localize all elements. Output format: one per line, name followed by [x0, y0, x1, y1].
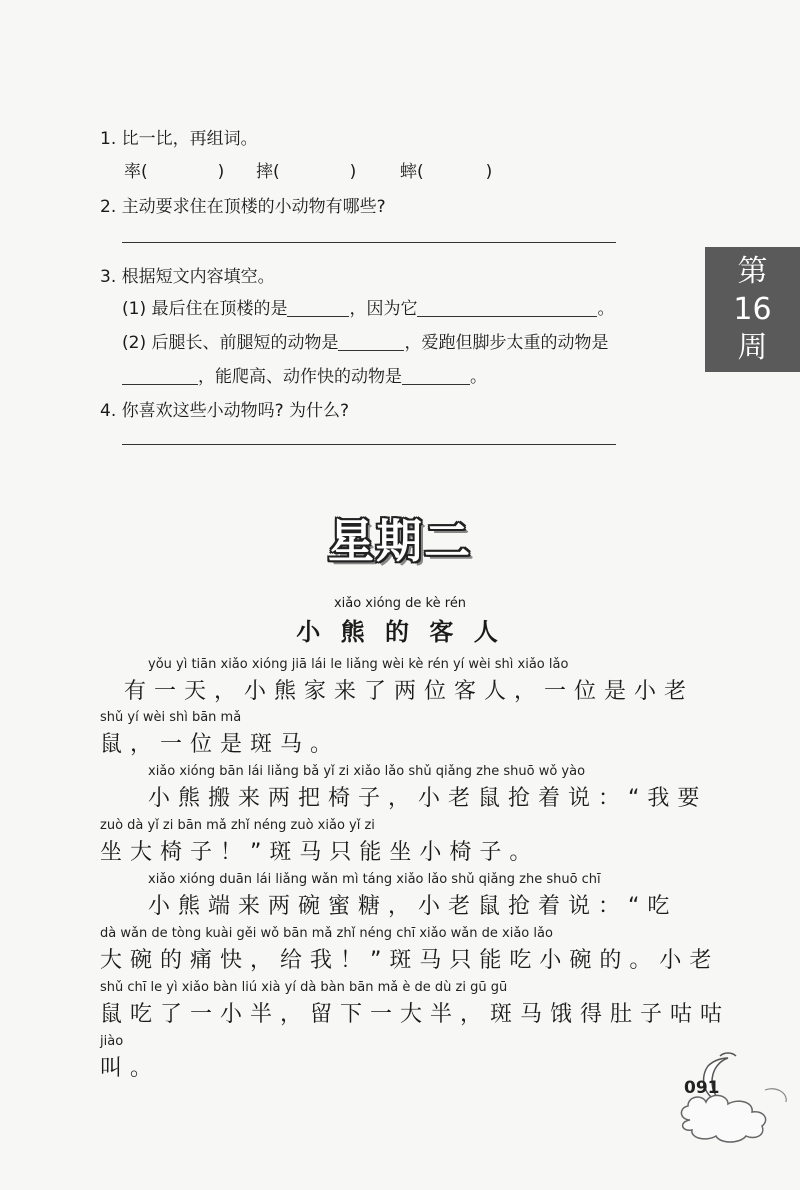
q3-sub1-text-c: 。: [597, 299, 615, 319]
q3-sub2-blank-2[interactable]: [122, 366, 198, 385]
q3-sub-2: [122, 328, 608, 353]
story-line-5-pinyin: xiǎo xióng duān lái liǎng wǎn mì táng xiǎo lǎo shǔ qiǎng zhe shuō chī: [148, 872, 601, 887]
page-number: 091: [684, 1078, 720, 1098]
q3-sub2-text-a: (2) 后腿长、前腿短的动物是: [122, 333, 339, 353]
question-1: 1. 比一比，再组词。: [100, 129, 258, 149]
day-title: 星期二: [328, 514, 472, 568]
story-line-7-pinyin: shǔ chī le yì xiǎo bàn liú xià yí dà bàn bān mǎ è de dù zi gū gū: [100, 980, 508, 995]
story-line-5-text: 小熊端来两碗蜜糖，小老鼠抢着说：“吃: [148, 894, 678, 919]
q1-item-2: [256, 157, 356, 182]
q3-sub-1: [122, 294, 614, 319]
q2-answer-line[interactable]: [122, 242, 616, 243]
q3-sub1-text-b: ，因为它: [349, 299, 418, 319]
q3-sub2-text-c: ，能爬高、动作快的动物是: [198, 367, 402, 387]
question-4: 4. 你喜欢这些小动物吗? 为什么?: [100, 401, 350, 421]
q3-sub2-text-b: ，爱跑但脚步太重的动物是: [404, 333, 609, 353]
q1-item-2-close: ): [349, 162, 357, 182]
story-title: 小 熊 的 客 人: [296, 618, 504, 646]
story-line-3-pinyin: xiǎo xióng bān lái liǎng bǎ yǐ zi xiǎo lǎo shǔ qiǎng zhe shuō wǒ yào: [148, 764, 586, 779]
week-tab: [705, 247, 800, 372]
q3-sub2-text-d: 。: [470, 367, 487, 387]
q1-item-3: [400, 157, 492, 182]
story-line-1-pinyin: yǒu yì tiān xiǎo xióng jiā lái le liǎng wèi kè rén yí wèi shì xiǎo lǎo: [148, 657, 569, 672]
q3-sub-2-cont: [122, 362, 487, 387]
q1-item-2-char: 摔(: [256, 162, 280, 182]
q3-sub1-blank-1[interactable]: [287, 298, 349, 317]
week-tab-number: 16: [733, 291, 772, 327]
q3-sub1-text-a: (1) 最后住在顶楼的是: [122, 299, 288, 319]
story-line-2-text: 鼠，一位是斑马。: [100, 732, 341, 757]
q1-item-3-close: ): [485, 162, 493, 182]
q1-item-1-char: 率(: [124, 162, 148, 182]
q1-item-3-char: 蟀(: [400, 162, 424, 182]
question-3: 3. 根据短文内容填空。: [100, 267, 275, 287]
story-title-pinyin: xiǎo xióng de kè rén: [333, 596, 467, 611]
story-line-6-text: 大碗的痛快，给我！”斑马只能吃小碗的。小老: [100, 948, 720, 973]
story-line-1-text: 有一天，小熊家来了两位客人，一位是小老: [124, 679, 695, 704]
story-line-6-pinyin: dà wǎn de tòng kuài gěi wǒ bān mǎ zhǐ néng chī xiǎo wǎn de xiǎo lǎo: [100, 926, 553, 941]
q1-item-1: [124, 157, 224, 182]
q3-sub1-blank-2[interactable]: [417, 298, 597, 317]
story-line-8-pinyin: jiào: [100, 1034, 124, 1049]
q4-answer-line[interactable]: [122, 444, 616, 445]
story-line-7-text: 鼠吃了一小半，留下一大半，斑马饿得肚子咕咕: [100, 1002, 731, 1027]
week-tab-line3: 周: [737, 329, 768, 365]
story-line-2-pinyin: shǔ yí wèi shì bān mǎ: [100, 710, 242, 725]
story-line-4-text: 坐大椅子！”斑马只能坐小椅子。: [100, 840, 540, 865]
story-line-4-pinyin: zuò dà yǐ zi bān mǎ zhǐ néng zuò xiǎo yǐ zi: [100, 818, 375, 833]
story-line-3-text: 小熊搬来两把椅子，小老鼠抢着说：“我要: [148, 786, 708, 811]
q3-sub2-blank-3[interactable]: [402, 366, 470, 385]
story-line-8-text: 叫。: [100, 1056, 161, 1081]
question-2: 2. 主动要求住在顶楼的小动物有哪些?: [100, 197, 386, 217]
q1-item-1-close: ): [217, 162, 225, 182]
q3-sub2-blank-1[interactable]: [338, 332, 404, 351]
week-tab-line1: 第: [737, 253, 768, 289]
